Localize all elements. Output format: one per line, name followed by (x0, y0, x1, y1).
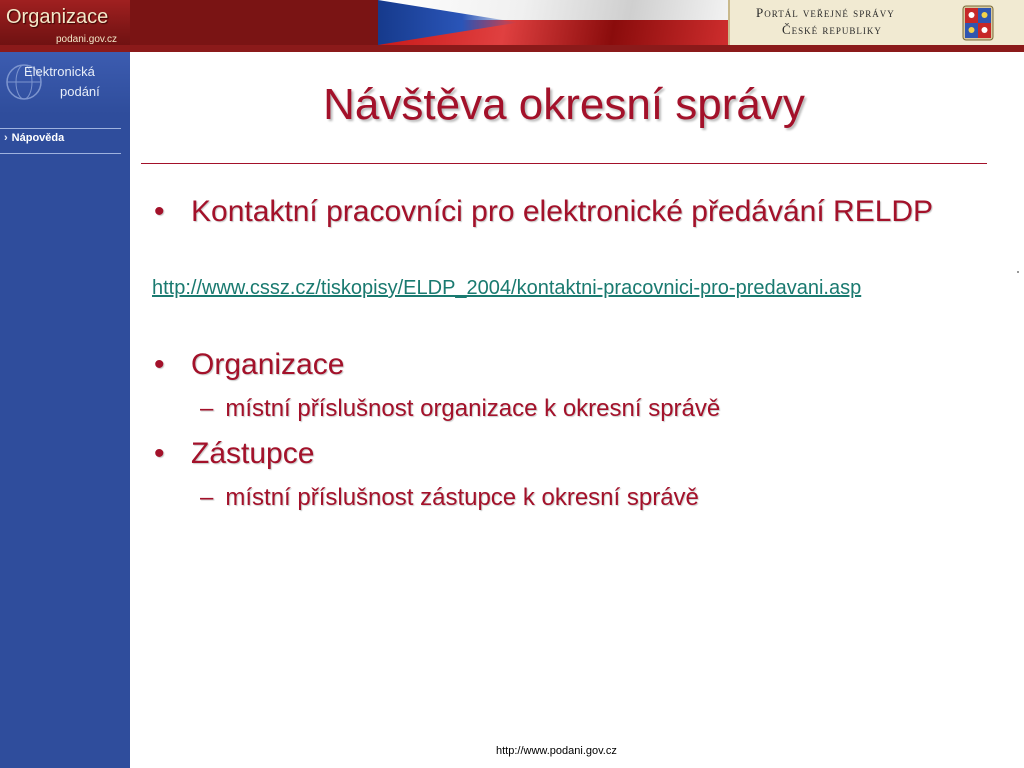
brand-subtitle: podani.gov.cz (56, 34, 117, 45)
state-emblem-icon (962, 5, 994, 41)
sidebar-item-label: Nápověda (11, 132, 65, 144)
sidebar (0, 52, 130, 768)
bullet-dot: • (154, 437, 165, 470)
bullet-text: Organizace (191, 348, 345, 381)
sidebar-logo-line1: Elektronická (24, 64, 95, 79)
bullet-dot: • (154, 195, 165, 228)
sidebar-divider-bottom (0, 153, 121, 154)
sidebar-logo-line2: podání (60, 84, 100, 99)
sub-bullet-dash: – (200, 484, 214, 511)
sidebar-item-napoveda[interactable] (4, 132, 122, 150)
sub-bullet-text: místní příslušnost organizace k okresní správě (225, 395, 721, 422)
header-divider (0, 45, 1024, 52)
sub-bullet-text: místní příslušnost zástupce k okresní správě (225, 484, 699, 511)
bullet-dot: • (154, 348, 165, 381)
bullet-text: Kontaktní pracovníci pro elektronické předávání RELDP (191, 195, 934, 228)
sidebar-divider-top (0, 128, 121, 129)
contacts-link[interactable]: http://www.cssz.cz/tiskopisy/ELDP_2004/kontaktni-pracovnici-pro-predavani.asp (152, 277, 862, 299)
sub-bullet-representative (200, 484, 699, 512)
decorative-speck (1017, 271, 1019, 273)
portal-banner[interactable] (728, 0, 1024, 45)
footer-url[interactable]: http://www.podani.gov.cz (496, 745, 617, 757)
czech-flag-image (378, 0, 728, 45)
brand-title: Organizace (6, 6, 109, 28)
title-divider (141, 163, 987, 164)
portal-title-line1: Portál veřejné správy (756, 5, 895, 20)
sub-bullet-dash: – (200, 395, 214, 422)
page-title: Návštěva okresní správy (323, 80, 805, 129)
bullet-text: Zástupce (191, 437, 315, 470)
portal-title-line2: České republiky (782, 22, 882, 37)
sidebar-logo[interactable] (0, 52, 130, 114)
chevron-right-icon: › (4, 132, 8, 144)
sub-bullet-organization (200, 395, 720, 423)
header-banner (0, 0, 1024, 52)
